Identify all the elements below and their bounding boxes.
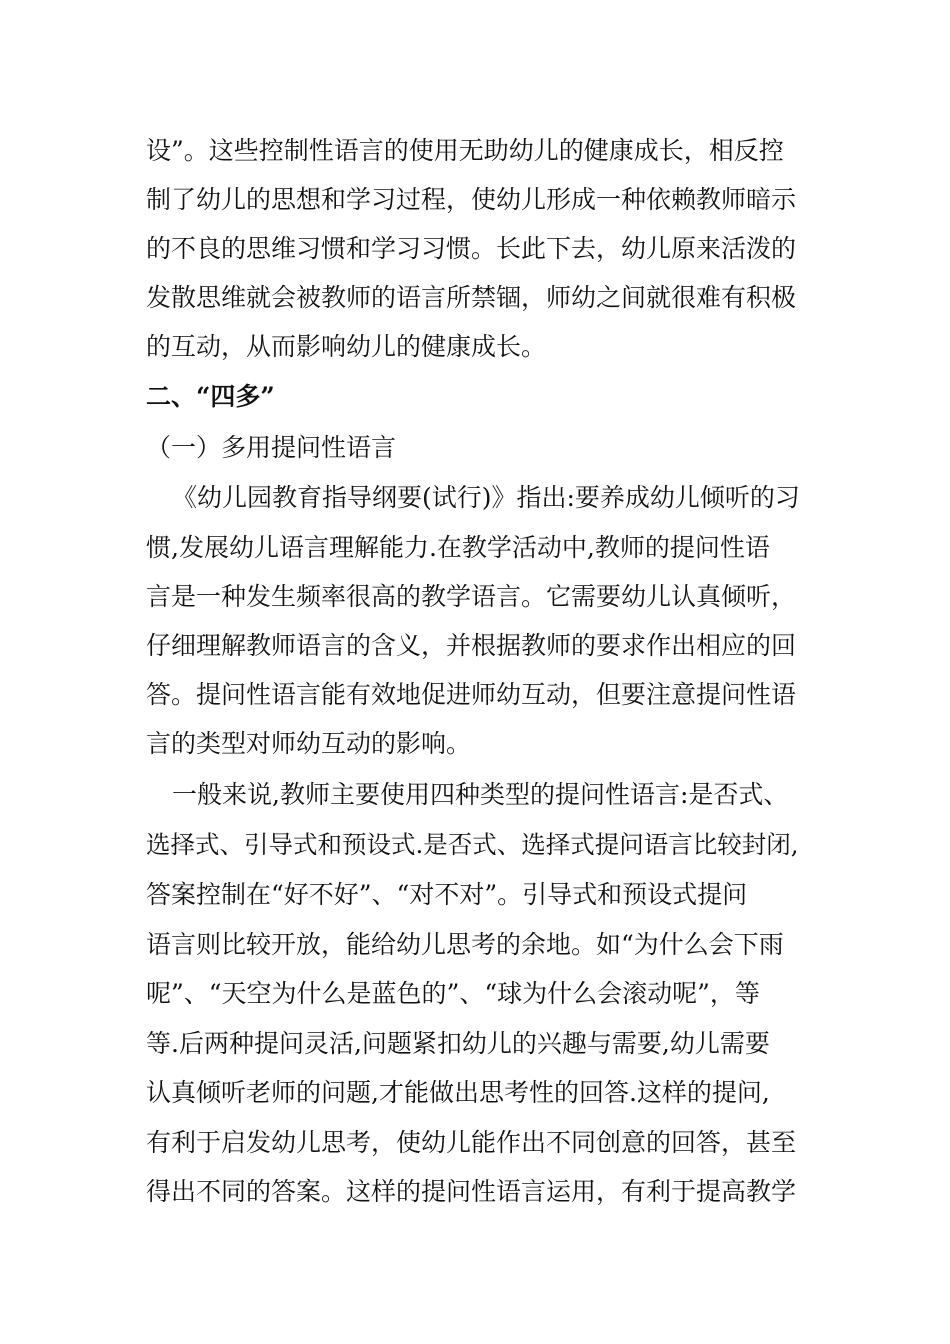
paragraph-line: 言是一种发生频率很高的教学语言。它需要幼儿认真倾听，: [146, 582, 797, 611]
paragraph-line: 一般来说,教师主要使用四种类型的提问性语言:是否式、: [172, 780, 789, 809]
paragraph-line: 呢”、“天空为什么是蓝色的”、“球为什么会滚动呢”，等: [146, 979, 760, 1008]
subsection-heading: （一）多用提问性语言: [146, 433, 397, 462]
paragraph-line: 语言则比较开放，能给幼儿思考的余地。如“为什么会下雨: [146, 930, 784, 959]
paragraph-line: 等.后两种提问灵活,问题紧扣幼儿的兴趣与需要,幼儿需要: [146, 1029, 770, 1058]
paragraph-line: 发散思维就会被教师的语言所禁锢，师幼之间就很难有积极: [146, 283, 797, 312]
paragraph-line: 答。提问性语言能有效地促进师幼互动，但要注意提问性语: [146, 680, 797, 709]
paragraph-line: 的互动，从而影响幼儿的健康成长。: [146, 332, 547, 361]
paragraph-line: 选择式、引导式和预设式.是否式、选择式提问语言比较封闭,: [146, 830, 799, 859]
paragraph-line: 认真倾听老师的问题,才能做出思考性的回答.这样的提问,: [146, 1078, 770, 1107]
paragraph-line: 有利于启发幼儿思考，使幼儿能作出不同创意的回答，甚至: [146, 1128, 797, 1157]
paragraph-line: 《幼儿园教育指导纲要(试行)》指出:要养成幼儿倾听的习: [172, 483, 800, 512]
paragraph-line: 制了幼儿的思想和学习过程，使幼儿形成一种依赖教师暗示: [146, 185, 797, 214]
section-heading: 二、“四多”: [146, 382, 275, 411]
paragraph-line: 仔细理解教师语言的含义，并根据教师的要求作出相应的回: [146, 631, 797, 660]
paragraph-line: 得出不同的答案。这样的提问性语言运用，有利于提高教学: [146, 1177, 797, 1206]
paragraph-line: 言的类型对师幼互动的影响。: [146, 729, 472, 758]
paragraph-line: 设”。这些控制性语言的使用无助幼儿的健康成长，相反控: [146, 136, 784, 165]
paragraph-line: 答案控制在“好不好”、“对不对”。引导式和预设式提问: [146, 880, 748, 909]
paragraph-line: 惯,发展幼儿语言理解能力.在教学活动中,教师的提问性语: [146, 533, 770, 562]
paragraph-line: 的不良的思维习惯和学习习惯。长此下去，幼儿原来活泼的: [146, 234, 797, 263]
